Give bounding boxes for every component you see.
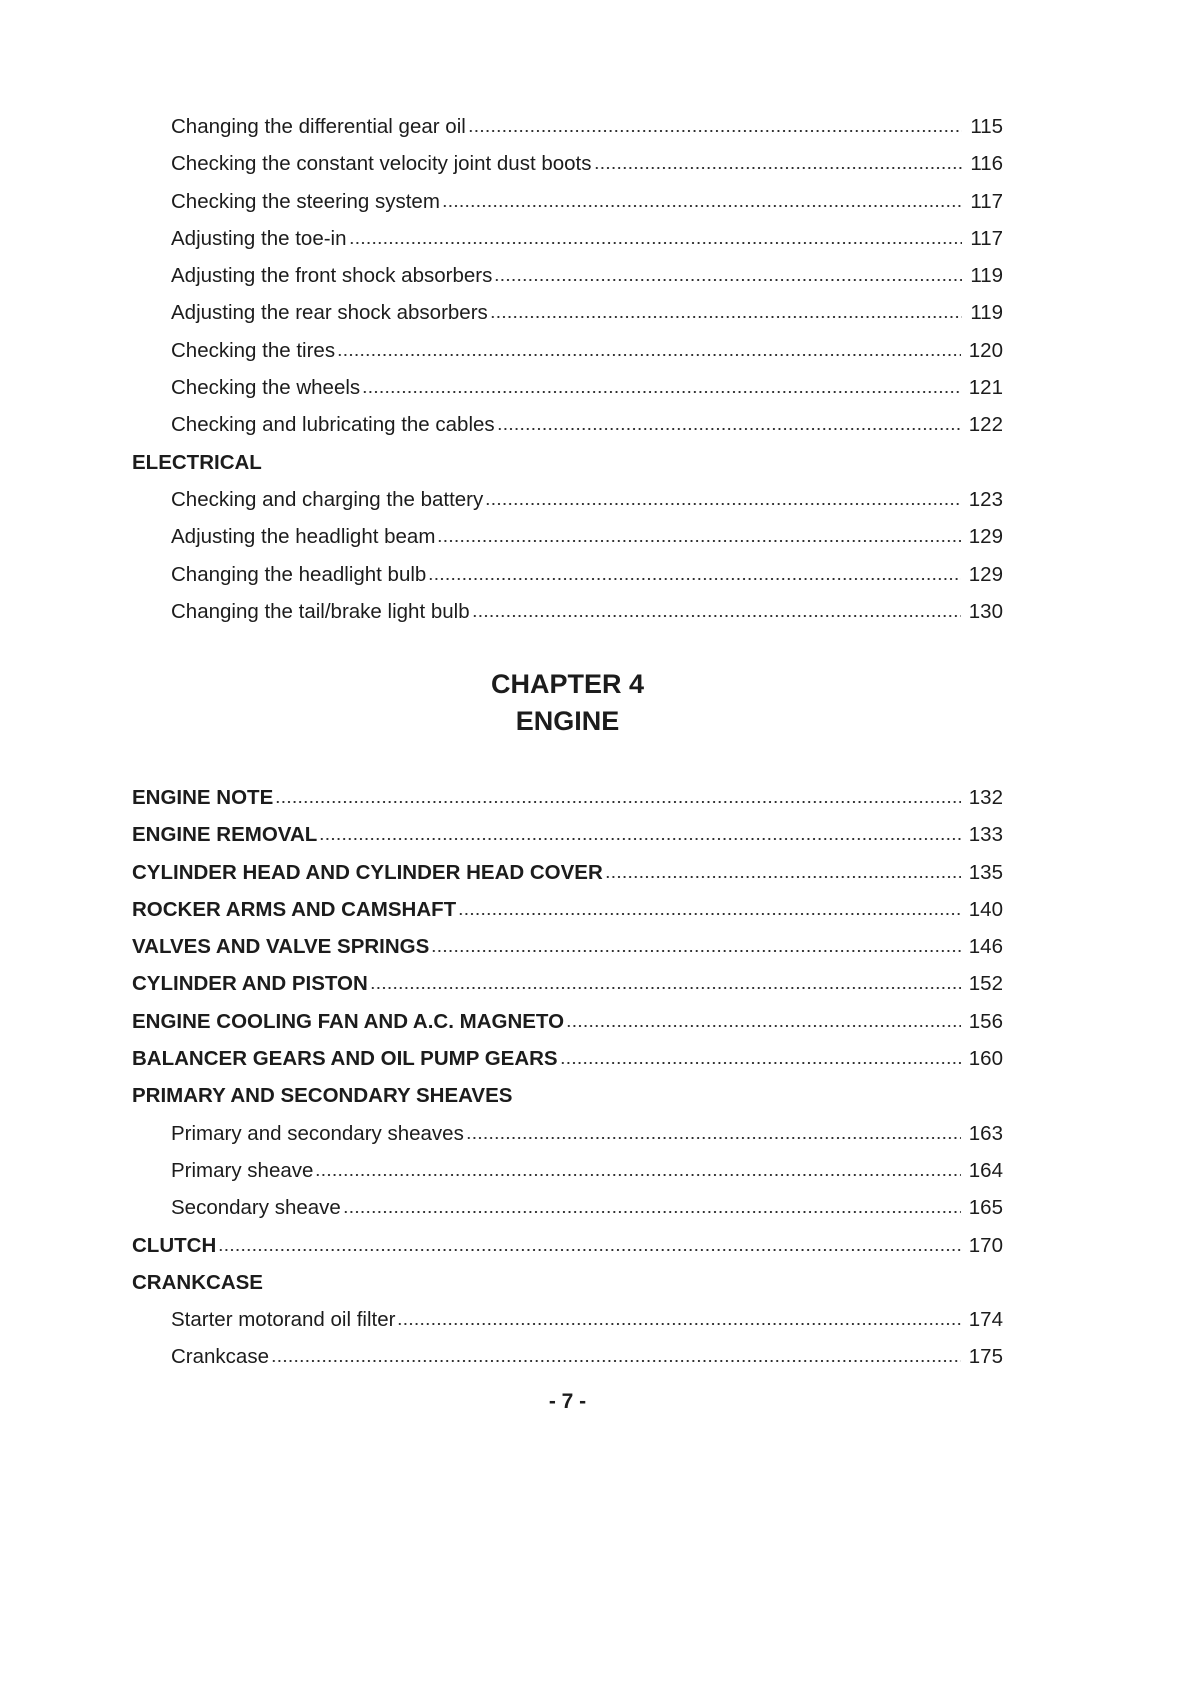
toc-entry-label: Adjusting the rear shock absorbers [171, 301, 488, 325]
toc-section-heading-sheaves [132, 1077, 1003, 1114]
toc-entry-page: 160 [968, 1047, 1003, 1071]
toc-entry-page: 152 [968, 972, 1003, 996]
toc-section-heading-crankcase [132, 1264, 1003, 1301]
toc-entry [132, 294, 1003, 331]
toc-entry-page: 132 [968, 786, 1003, 809]
chapter-heading [132, 666, 1003, 740]
toc-entry-label: VALVES AND VALVE SPRINGS [132, 935, 430, 959]
toc-entry-label: ENGINE NOTE [132, 786, 274, 809]
toc-entry-page: 156 [968, 1009, 1003, 1033]
page-number: - 7 - [548, 1390, 587, 1413]
dot-leader [370, 986, 961, 990]
toc-entry-label: Adjusting the toe-in [171, 226, 347, 250]
toc-entry [132, 1227, 1003, 1264]
dot-leader [397, 1322, 960, 1326]
toc-entry [132, 779, 1003, 816]
toc-entry [132, 332, 1003, 369]
dot-leader [271, 1359, 961, 1363]
toc-entry [132, 220, 1003, 257]
toc-entry-label: Changing the tail/brake light bulb [171, 599, 470, 623]
toc-entry-label: Checking the tires [171, 338, 336, 362]
toc-entry [132, 1115, 1003, 1152]
toc-entry [132, 1003, 1003, 1040]
toc-entry-label: Checking and lubricating the cables [171, 413, 495, 437]
toc-entry [132, 481, 1003, 518]
dot-leader [315, 1173, 960, 1177]
toc-engine-section [132, 779, 1003, 1376]
toc-entry-label: CYLINDER AND PISTON [132, 972, 368, 996]
toc-entry-page: 122 [968, 413, 1003, 437]
dot-leader [605, 875, 961, 879]
toc-entry [132, 145, 1003, 182]
toc-entry-page: 170 [968, 1233, 1003, 1257]
toc-entry [132, 1301, 1003, 1338]
chapter-title: ENGINE [515, 706, 620, 736]
section-heading-label: CRANKCASE [132, 1270, 263, 1294]
toc-entry-page: 116 [970, 152, 1003, 176]
toc-entry [132, 965, 1003, 1002]
dot-leader [472, 614, 961, 618]
dot-leader [466, 1136, 961, 1140]
toc-entry-page: 123 [968, 487, 1003, 511]
toc-entry-page: 121 [968, 376, 1003, 400]
toc-entry [132, 854, 1003, 891]
toc-entry-label: Adjusting the front shock absorbers [171, 264, 493, 288]
dot-leader [437, 539, 960, 543]
toc-entry-page: 119 [970, 301, 1003, 325]
toc-entry-label: Changing the differential gear oil [171, 115, 466, 138]
toc-entry [132, 257, 1003, 294]
chapter-number: CHAPTER 4 [490, 669, 645, 699]
dot-leader [490, 315, 963, 319]
toc-entry-page: 133 [968, 823, 1003, 847]
toc-entry-page: 117 [970, 189, 1003, 213]
toc-entry [132, 816, 1003, 853]
toc-upper-section [132, 108, 1003, 630]
dot-leader [566, 1024, 961, 1028]
toc-entry-page: 115 [970, 115, 1003, 138]
toc-entry [132, 518, 1003, 555]
dot-leader [275, 800, 961, 804]
toc-entry [132, 891, 1003, 928]
toc-entry-page: 135 [968, 860, 1003, 884]
toc-entry-label: BALANCER GEARS AND OIL PUMP GEARS [132, 1047, 558, 1071]
toc-entry [132, 1338, 1003, 1375]
toc-entry-page: 129 [968, 562, 1003, 586]
toc-entry [132, 928, 1003, 965]
section-heading-label: PRIMARY AND SECONDARY SHEAVES [132, 1084, 513, 1108]
toc-entry-page: 165 [968, 1196, 1003, 1220]
toc-entry [132, 1189, 1003, 1226]
toc-entry-label: ENGINE REMOVAL [132, 823, 318, 847]
toc-entry-label: Checking the steering system [171, 189, 440, 213]
toc-entry-page: 146 [968, 935, 1003, 959]
dot-leader [497, 427, 961, 431]
dot-leader [442, 204, 962, 208]
toc-entry-label: Checking and charging the battery [171, 487, 484, 511]
toc-entry-page: 129 [968, 525, 1003, 549]
toc-entry [132, 183, 1003, 220]
toc-entry-label: Starter motorand oil filter [171, 1308, 396, 1332]
dot-leader [343, 1210, 961, 1214]
dot-leader [468, 129, 963, 133]
dot-leader [485, 502, 961, 506]
toc-entry-page: 119 [970, 264, 1003, 288]
toc-section-heading-electrical [132, 444, 1003, 481]
dot-leader [349, 241, 963, 245]
toc-entry-label: Primary and secondary sheaves [171, 1121, 464, 1145]
toc-entry-page: 164 [968, 1158, 1003, 1182]
dot-leader [560, 1061, 961, 1065]
toc-entry-label: Checking the constant velocity joint dust boots [171, 152, 592, 176]
toc-entry [132, 406, 1003, 443]
dot-leader [337, 353, 961, 357]
toc-entry-page: 140 [968, 897, 1003, 921]
toc-entry-page: 117 [970, 226, 1003, 250]
toc-entry-page: 163 [968, 1121, 1003, 1145]
toc-entry-label: ENGINE COOLING FAN AND A.C. MAGNETO [132, 1009, 565, 1033]
toc-entry-page: 175 [968, 1345, 1003, 1369]
toc-entry [132, 1152, 1003, 1189]
toc-entry [132, 369, 1003, 406]
toc-entry-page: 120 [968, 338, 1003, 362]
dot-leader [494, 278, 962, 282]
section-heading-label: ELECTRICAL [132, 450, 262, 474]
dot-leader [428, 577, 960, 581]
toc-entry-label: Crankcase [171, 1345, 269, 1369]
dot-leader [218, 1248, 961, 1252]
toc-entry [132, 556, 1003, 593]
toc-entry-label: ROCKER ARMS AND CAMSHAFT [132, 897, 457, 921]
toc-entry [132, 593, 1003, 630]
toc-entry-label: CLUTCH [132, 1233, 217, 1257]
dot-leader [594, 166, 963, 170]
toc-entry-label: Primary sheave [171, 1158, 314, 1182]
toc-entry-page: 130 [968, 599, 1003, 623]
toc-entry-page: 174 [968, 1308, 1003, 1332]
toc-entry-label: Changing the headlight bulb [171, 562, 427, 586]
toc-entry-label: Adjusting the headlight beam [171, 525, 436, 549]
dot-leader [362, 390, 961, 394]
dot-leader [319, 837, 961, 841]
toc-entry-label: Checking the wheels [171, 376, 361, 400]
toc-entry [132, 108, 1003, 145]
toc-entry-label: Secondary sheave [171, 1196, 341, 1220]
toc-entry [132, 1040, 1003, 1077]
toc-entry-label: CYLINDER HEAD AND CYLINDER HEAD COVER [132, 860, 603, 884]
dot-leader [458, 912, 961, 916]
dot-leader [431, 949, 960, 953]
